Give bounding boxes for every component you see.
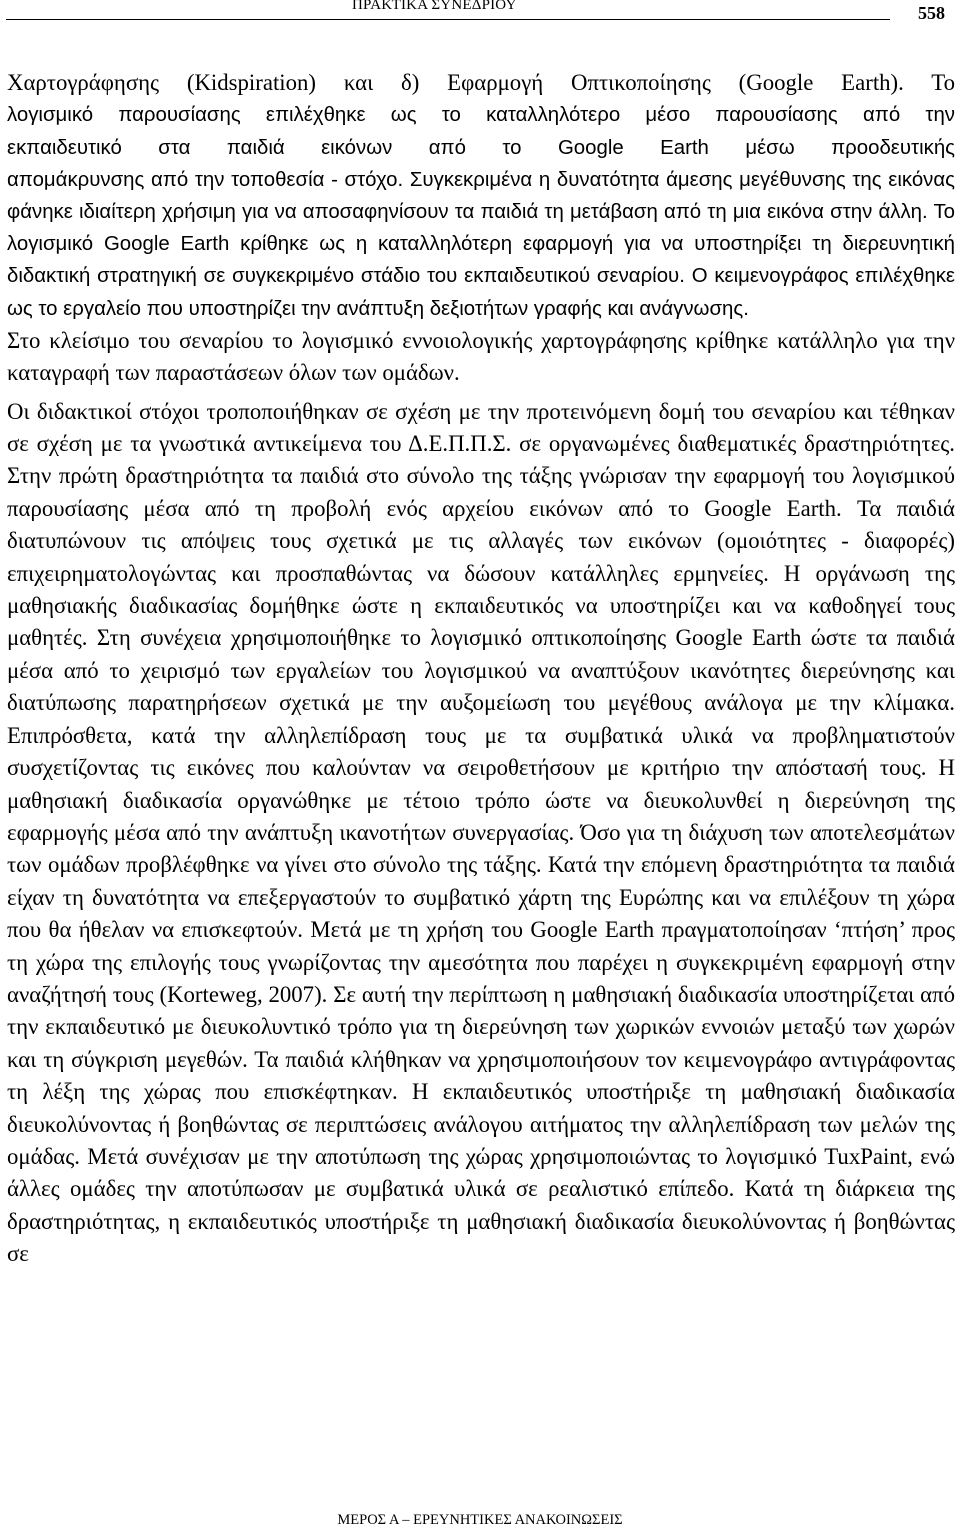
paragraph-1-opening [7, 67, 955, 325]
paragraph-1-closing: Στο κλείσιμο του σεναρίου το λογισμικό εννοιολογικής χαρτογράφησης κρίθηκε κατάλληλο για την καταγραφή των παραστάσεων όλων των ομάδων. [7, 327, 955, 386]
page-number: 558 [918, 3, 945, 23]
paragraph-1-sans-tail: Συγκεκριμένα η δυνατότητα άμεσης μεγέθυνσης της εικόνας φάνηκε ιδιαίτερη χρήσιμη για να αποσαφηνίσουν τα παιδιά τη μετάβαση από τη μια εικόνα στην άλλη. Το λογισμικό Google Earth κρίθηκε ως η καταλληλότερη εφαρμογή για να υποστηρίξει τη διερευνητική διδακτική στρατηγική σε συγκεκριμένο στάδιο του εκπαιδευτικού σεναρίου. Ο κειμενογράφος επιλέχθηκε ως το εργαλείο που υποστηρίζει την ανάπτυξη δεξιοτήτων γραφής και ανάγνωσης. [7, 168, 955, 320]
paragraph-1 [7, 67, 955, 390]
body-text [7, 67, 955, 1271]
header-rule [6, 19, 890, 20]
paragraph-1-line-3: εκπαιδευτικό στα παιδιά εικόνων από το Google Earth μέσω προοδευτικής [7, 136, 955, 159]
paragraph-1-line-1: Χαρτογράφησης (Kidspiration) και δ) Εφαρμογή Οπτικοποίησης (Google Earth). Το [7, 70, 955, 95]
paragraph-2: Οι διδακτικοί στόχοι τροποποιήθηκαν σε σχέση με την προτεινόμενη δομή του σεναρίου και τέθηκαν σε σχέση με τα γνωστικά αντικείμενα του Δ.Ε.Π.Π.Σ. σε οργανωμένες διαθεματικές δραστηριότητες. Στην πρώτη δραστηριότητα τα παιδιά στο σύνολο της τάξης γνώρισαν την εφαρμογή του λογισμικού παρουσίασης μέσα από τη προβολή ενός αρχείου εικόνων από το Google Earth. Τα παιδιά διατυπώνουν τις απόψεις τους σχετικά με τις αλλαγές των εικόνων (ομοιότητες - διαφορές) επιχειρηματολογώντας και προσπαθώντας να δώσουν κατάλληλες ερμηνείες. Η οργάνωση της μαθησιακής διαδικασίας δομήθηκε ώστε η εκπαιδευτικός να υποστηρίζει και να καθοδηγεί τους μαθητές. Στη συνέχεια χρησιμοποιήθηκε το λογισμικό οπτικοποίησης Google Earth ώστε τα παιδιά μέσα από το χειρισμό των εργαλείων του λογισμικού να αναπτύξουν ικανότητες διερεύνησης και διατύπωσης παρατηρήσεων σχετικά με την αυξομείωση του μεγέθους ανάλογα με την κλίμακα. Επιπρόσθετα, κατά την αλληλεπίδραση τους με τα συμβατικά υλικά να προβληματιστούν συσχετίζοντας τις εικόνες που καλούνταν να σειροθετήσουν με κριτήριο την απόστασή τους. Η μαθησιακή διαδικασία οργανώθηκε με τέτοιο τρόπο ώστε να διευκολυνθεί η διερεύνηση της εφαρμογής μέσα από την ανάπτυξη ικανοτήτων συνεργασίας. Όσο για τη διάχυση των αποτελεσμάτων των ομάδων προβλέφθηκε να γίνει στο σύνολο της τάξης. Κατά την επόμενη δραστηριότητα τα παιδιά είχαν τη δυνατότητα να επεξεργαστούν το συμβατικό χάρτη της Ευρώπης και να επιλέξουν τη χώρα που θα ήθελαν να επισκεφτούν. Μετά με τη χρήση του Google Earth πραγματοποίησαν ‘πτήση’ προς τη χώρα της επιλογής τους γνωρίζοντας την αμεσότητα που παρέχει η συγκεκριμένη εφαρμογή στην αναζήτησή τους (Korteweg, 2007). Σε αυτή την περίπτωση η μαθησιακή διαδικασία υποστηρίζεται από την εκπαιδευτικό με διευκολυντικό τρόπο για τη διερεύνηση των χωρικών εννοιών μεταξύ των χωρών και τη σύγκριση μεγεθών. Τα παιδιά κλήθηκαν να χρησιμοποιήσουν τον κειμενογράφο αντιγράφοντας τη λέξη της χώρας που επισκέφτηκαν. Η εκπαιδευτικός υποστήριξε τη μαθησιακή διαδικασία διευκολύνοντας ή βοηθώντας σε περιπτώσεις ανάλογου αιτήματος την αλληλεπίδραση των μελών της ομάδας. Μετά συνέχισαν με την αποτύπωση της χώρας χρησιμοποιώντας το λογισμικό TuxPaint, ενώ άλλες ομάδες την αποτύπωσαν με συμβατικά υλικά σε ρεαλιστικό επίπεδο. Κατά τη διάρκεια της δραστηριότητας, η εκπαιδευτικός υποστήριξε τη μαθησιακή διαδικασία διευκολύνοντας ή βοηθώντας σε [7, 398, 955, 1267]
paragraph-1-line-4 [7, 164, 955, 325]
paragraph-1-line-4-text: απομάκρυνσης από την τοποθεσία - στόχο. [7, 168, 404, 191]
page-header [0, 0, 960, 30]
page-footer: ΜΕΡΟΣ Α – ΕΡΕΥΝΗΤΙΚΕΣ ΑΝΑΚΟΙΝΩΣΕΙΣ [337, 1512, 623, 1528]
running-title: ΠΡΑΚΤΙΚΑ ΣΥΝΕΔΡΙΟΥ [352, 0, 517, 13]
paragraph-1-line-2: λογισμικό παρουσίασης επιλέχθηκε ως το καταλληλότερο μέσο παρουσίασης από την [7, 104, 955, 127]
